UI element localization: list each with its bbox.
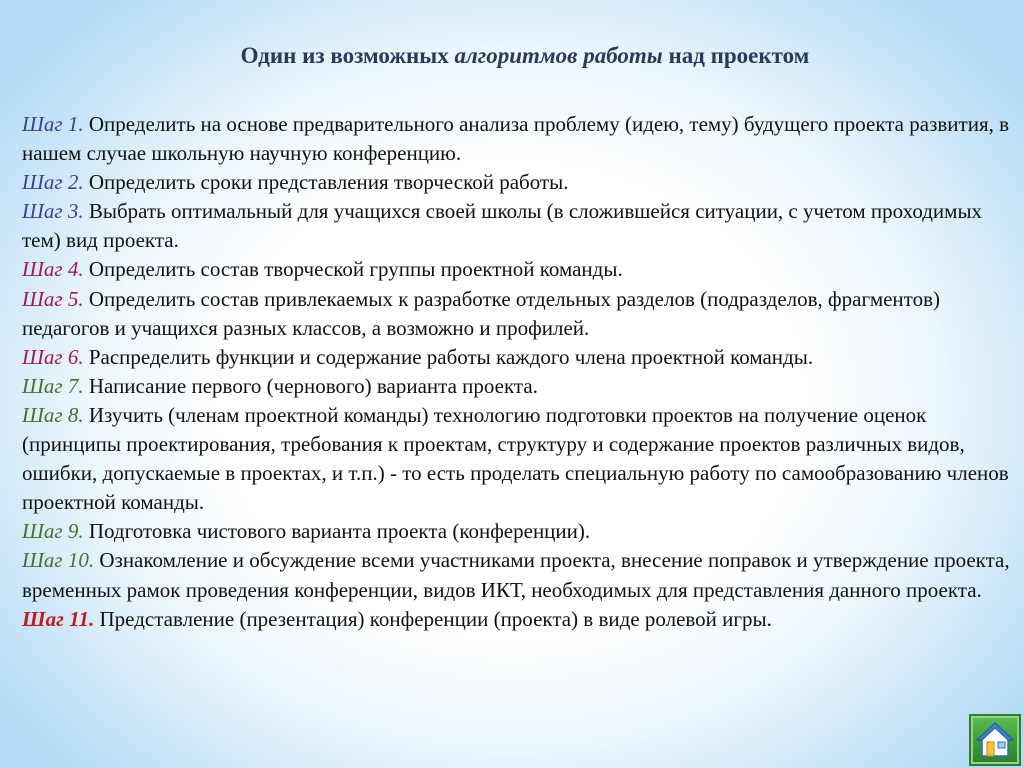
- home-icon: [975, 720, 1015, 760]
- slide-title: [0, 43, 1024, 69]
- step-1-label: Шаг 1.: [22, 112, 84, 136]
- step-1: [22, 110, 1012, 168]
- title-suffix: над проектом: [662, 43, 810, 68]
- step-6-label: Шаг 6.: [22, 344, 84, 369]
- step-8-text: Изучить (членам проектной команды) технологию подготовки проектов на получение оценок (принципы проектирования, требования к проектам, структуру и содержание проектов различных видов, ошибки, допускаемые в проектах, и т.п.) - то есть проделать специальную работу по самообразованию членов проектной команды.: [22, 402, 1009, 515]
- home-button[interactable]: [969, 714, 1021, 766]
- step-7-label: Шаг 7.: [22, 373, 84, 398]
- step-6: [22, 343, 1012, 372]
- step-3-label: Шаг 3.: [22, 199, 84, 224]
- step-11-text: Представление (презентация) конференции (проекта) в виде ролевой игры.: [94, 606, 772, 631]
- step-8: [22, 401, 1012, 517]
- step-9-text: Подготовка чистового варианта проекта (конференции).: [83, 519, 591, 544]
- step-1-text: Определить на основе предварительного анализа проблему (идею, тему) будущего проекта развития, в нашем случае школьную научную конференцию.: [22, 112, 1010, 166]
- step-2-label: Шаг 2.: [22, 170, 84, 195]
- title-emphasis: алгоритмов работы: [454, 43, 663, 68]
- step-2-text: Определить сроки представления творческой работы.: [83, 170, 569, 195]
- step-4-text: Определить состав творческой группы проектной команды.: [83, 257, 623, 282]
- steps-list: [22, 110, 1012, 634]
- step-11: [22, 605, 1012, 634]
- step-10-text: Ознакомление и обсуждение всеми участниками проекта, внесение поправок и утверждение проекта, временных рамок проведения конференции, видов ИКТ, необходимых для представления данного проекта.: [22, 548, 1010, 602]
- step-10-label: Шаг 10.: [22, 548, 95, 573]
- step-3: [22, 197, 1012, 255]
- step-4: [22, 255, 1012, 284]
- step-7-text: Написание первого (чернового) варианта проекта.: [83, 373, 538, 398]
- step-9-label: Шаг 9.: [22, 519, 84, 544]
- step-6-text: Распределить функции и содержание работы каждого члена проектной команды.: [83, 344, 814, 369]
- step-11-label: Шаг 11.: [22, 606, 95, 631]
- step-2: [22, 168, 1012, 197]
- step-4-label: Шаг 4.: [22, 257, 84, 282]
- step-3-text: Выбрать оптимальный для учащихся своей школы (в сложившейся ситуации, с учетом проходимых тем) вид проекта.: [22, 199, 983, 253]
- step-5-text: Определить состав привлекаемых к разработке отдельных разделов (подразделов, фрагментов) педагогов и учащихся разных классов, а возможно и профилей.: [22, 286, 940, 340]
- step-8-label: Шаг 8.: [22, 402, 84, 427]
- title-prefix: Один из возможных: [240, 43, 455, 68]
- step-9: [22, 517, 1012, 546]
- step-7: [22, 372, 1012, 401]
- step-10: [22, 546, 1012, 604]
- step-5-label: Шаг 5.: [22, 286, 84, 311]
- step-5: [22, 285, 1012, 343]
